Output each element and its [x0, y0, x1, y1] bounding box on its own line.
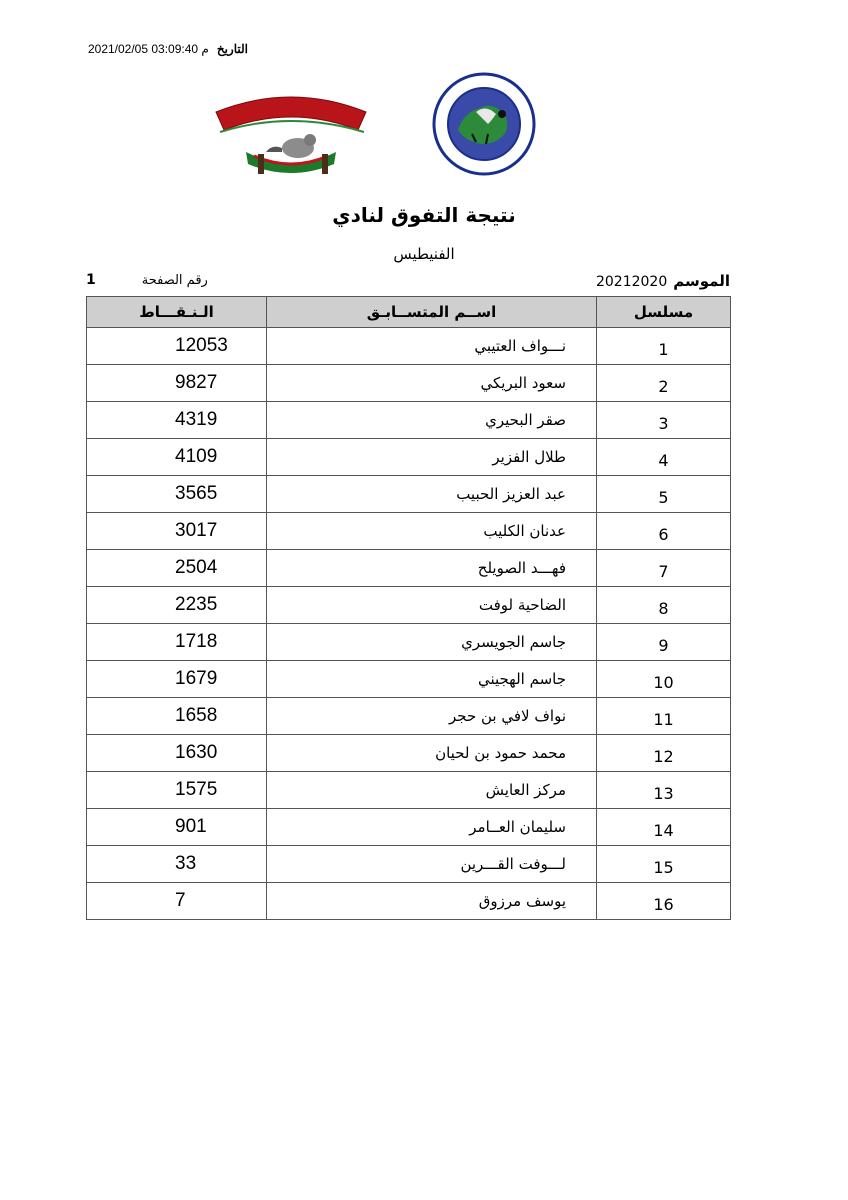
table-header-row	[87, 297, 731, 328]
serial-cell: 12	[597, 735, 731, 772]
table-row	[87, 476, 731, 513]
name-cell: الضاحية لوفت	[267, 587, 597, 624]
serial-cell: 3	[597, 402, 731, 439]
points-cell: 12053	[87, 328, 267, 365]
serial-cell: 4	[597, 439, 731, 476]
table-row	[87, 772, 731, 809]
table-row	[87, 698, 731, 735]
serial-cell: 13	[597, 772, 731, 809]
header-serial: مسلسل	[597, 297, 731, 328]
points-cell: 2504	[87, 550, 267, 587]
name-cell: عدنان الكليب	[267, 513, 597, 550]
table-row	[87, 439, 731, 476]
serial-cell: 8	[597, 587, 731, 624]
report-title: نتيجة التفوق لنادي	[332, 203, 516, 227]
name-cell: سعود البريكي	[267, 365, 597, 402]
serial-cell: 1	[597, 328, 731, 365]
name-cell: نـــواف العتيبي	[267, 328, 597, 365]
club-name: الفنيطيس	[393, 245, 455, 263]
name-cell: فهـــد الصويلح	[267, 550, 597, 587]
season-label: الموسم	[673, 272, 730, 290]
table-row	[87, 883, 731, 920]
serial-cell: 5	[597, 476, 731, 513]
table-row	[87, 587, 731, 624]
table-row	[87, 809, 731, 846]
name-cell: محمد حمود بن لحيان	[267, 735, 597, 772]
table-row	[87, 328, 731, 365]
name-cell: عبد العزيز الحبيب	[267, 476, 597, 513]
points-cell: 1679	[87, 661, 267, 698]
table-row	[87, 365, 731, 402]
points-cell: 1575	[87, 772, 267, 809]
points-cell: 1718	[87, 624, 267, 661]
points-cell: 9827	[87, 365, 267, 402]
results-table	[86, 296, 731, 920]
name-cell: سليمان العــامر	[267, 809, 597, 846]
serial-cell: 2	[597, 365, 731, 402]
table-row	[87, 402, 731, 439]
serial-cell: 11	[597, 698, 731, 735]
header-name: اســم المتســابـق	[267, 297, 597, 328]
club-logo	[206, 82, 376, 182]
serial-cell: 9	[597, 624, 731, 661]
page-label: رقم الصفحة	[141, 273, 208, 288]
name-cell: نواف لافي بن حجر	[267, 698, 597, 735]
table-row	[87, 513, 731, 550]
points-cell: 2235	[87, 587, 267, 624]
table-row	[87, 661, 731, 698]
serial-cell: 6	[597, 513, 731, 550]
name-cell: مركز العايش	[267, 772, 597, 809]
name-cell: لـــوفت القـــرين	[267, 846, 597, 883]
table-row	[87, 550, 731, 587]
points-cell: 4319	[87, 402, 267, 439]
serial-cell: 14	[597, 809, 731, 846]
serial-cell: 15	[597, 846, 731, 883]
season	[596, 272, 730, 290]
federation-logo	[432, 72, 536, 176]
print-date	[78, 42, 248, 60]
points-cell: 3565	[87, 476, 267, 513]
serial-cell: 7	[597, 550, 731, 587]
date-label: التاريخ	[216, 42, 248, 56]
name-cell: طلال الفزير	[267, 439, 597, 476]
table-row	[87, 846, 731, 883]
page-number	[86, 272, 226, 288]
page-value: 1	[86, 272, 96, 288]
points-cell: 901	[87, 809, 267, 846]
date-value: 2021/02/05 03:09:40 م	[87, 42, 209, 56]
points-cell: 4109	[87, 439, 267, 476]
points-cell: 33	[87, 846, 267, 883]
serial-cell: 10	[597, 661, 731, 698]
season-value: 20212020	[595, 274, 668, 290]
name-cell: صقر البحيري	[267, 402, 597, 439]
header-points: الـنـقـــاط	[87, 297, 267, 328]
name-cell: جاسم الجويسري	[267, 624, 597, 661]
name-cell: يوسف مرزوق	[267, 883, 597, 920]
serial-cell: 16	[597, 883, 731, 920]
table-row	[87, 735, 731, 772]
points-cell: 3017	[87, 513, 267, 550]
points-cell: 7	[87, 883, 267, 920]
points-cell: 1630	[87, 735, 267, 772]
points-cell: 1658	[87, 698, 267, 735]
name-cell: جاسم الهجيني	[267, 661, 597, 698]
table-row	[87, 624, 731, 661]
